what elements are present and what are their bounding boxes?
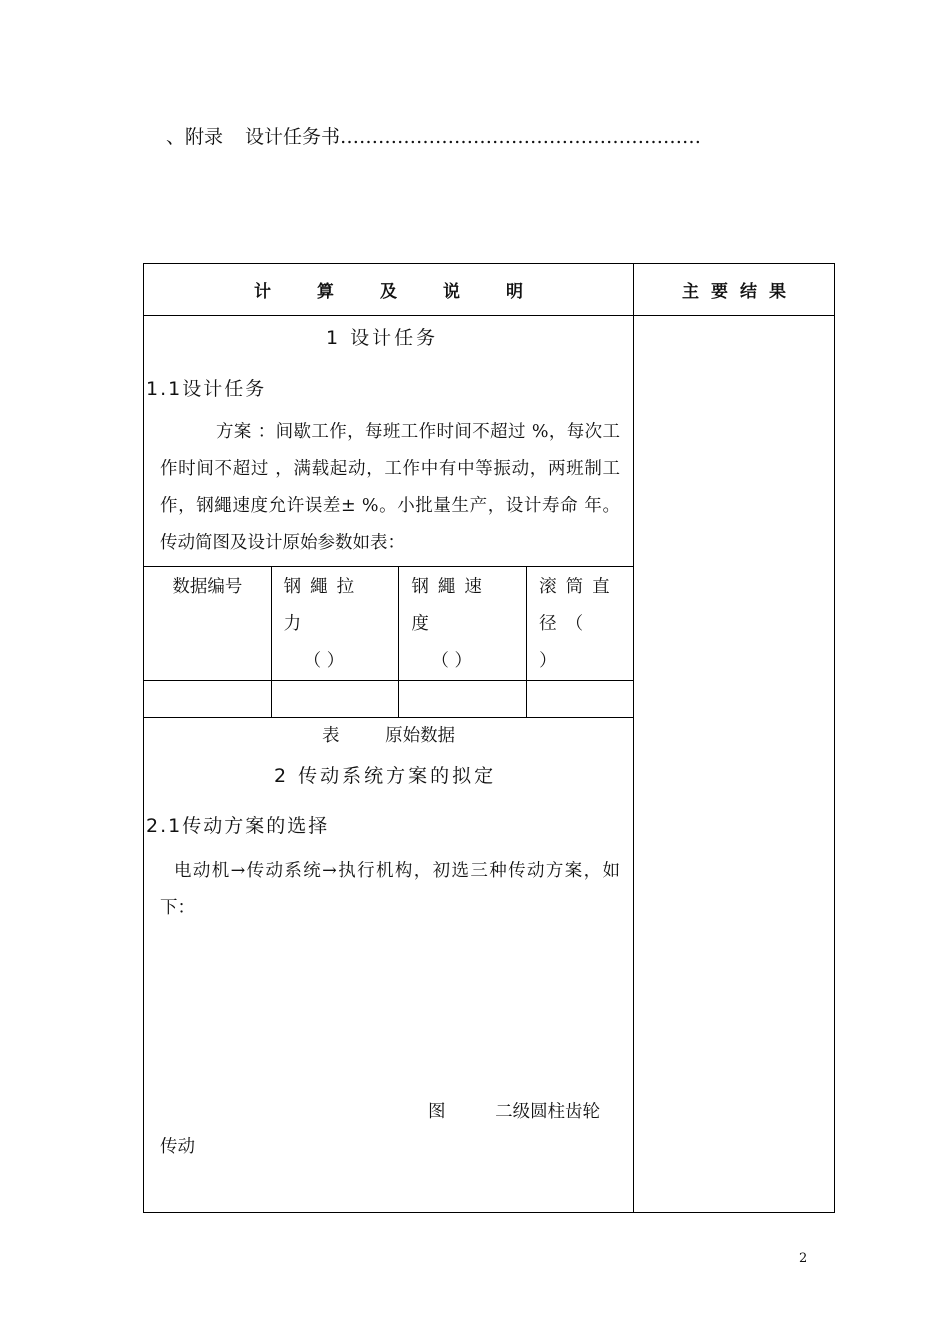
params-header-number: 数据编号 (172, 577, 243, 597)
figure-caption-continued: 传动 (160, 1137, 195, 1157)
section-2-heading: 2 传动系统方案的拟定 (274, 765, 497, 787)
params-header-row (144, 567, 633, 681)
section-1-paragraph: 方案 ：间歇工作，每班工作时间不超过 %，每次工作时间不超过 ，满载起动，工作中有中等振动，两班制工作，钢繩速度允许误差± %。小批量生产，设计寿命 年。传动简图及设计原始参数如表： (160, 422, 620, 553)
params-header-force: 钢繩拉力 (283, 577, 364, 634)
figure-caption: 图 二级圆柱齿轮 (428, 1102, 601, 1122)
column-divider (633, 264, 634, 1212)
page-number: 2 (799, 1251, 808, 1266)
toc-leader: ………………………………………………… (340, 126, 702, 148)
toc-title: 设计任务书 (245, 126, 341, 148)
section-2-1-heading: 2.1传动方案的选择 (146, 815, 330, 837)
params-table (144, 566, 633, 718)
params-value-row (144, 681, 633, 718)
section-2-paragraph: 电动机→传动系统→执行机构，初选三种传动方案，如下： (160, 861, 620, 918)
toc-prefix: 、附录 (166, 126, 224, 148)
params-header-cell (271, 567, 399, 681)
header-divider (144, 315, 834, 316)
params-header-cell (399, 567, 527, 681)
header-main-results: 主要结果 (682, 282, 798, 302)
params-value-cell (144, 681, 271, 718)
params-value-cell (527, 681, 633, 718)
calculation-table (143, 263, 835, 1213)
params-header-cell (144, 567, 271, 681)
table-caption: 表 原始数据 (322, 726, 456, 746)
header-calc-explanation: 计算及说明 (254, 282, 569, 302)
params-header-diameter: 滚筒直径（ ） (539, 577, 619, 671)
toc-entry (166, 122, 701, 149)
params-value-cell (399, 681, 527, 718)
params-header-speed: 钢繩速度 (411, 577, 491, 634)
params-header-cell (527, 567, 633, 681)
params-header-force-unit: （ ） (303, 651, 345, 671)
params-value-cell (271, 681, 399, 718)
section-1-heading: 1 设计任务 (326, 327, 439, 349)
params-header-speed-unit: （ ） (431, 651, 472, 671)
section-1-1-heading: 1.1设计任务 (146, 378, 267, 400)
